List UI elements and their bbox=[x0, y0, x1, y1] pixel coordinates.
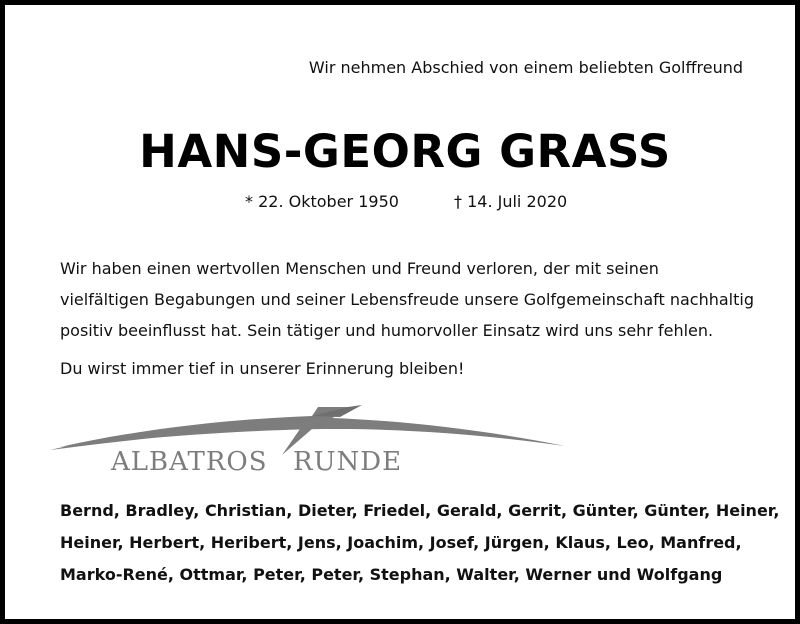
intro-line: Wir nehmen Abschied von einem beliebten Golffreund bbox=[308, 58, 743, 77]
signatories-line: Marko-René, Ottmar, Peter, Peter, Stephan, Walter, Werner und Wolfgang bbox=[60, 565, 723, 584]
death-date: † 14. Juli 2020 bbox=[454, 192, 568, 211]
tribute-paragraph bbox=[60, 253, 760, 346]
paragraph-line: Wir haben einen wertvollen Menschen und Freund verloren, der mit seinen bbox=[60, 259, 659, 278]
birth-date: * 22. Oktober 1950 bbox=[245, 192, 399, 211]
logo-word-albatros: ALBATROS bbox=[111, 447, 268, 477]
signatories-list bbox=[60, 495, 780, 591]
deceased-name: HANS-GEORG GRASS bbox=[139, 125, 671, 178]
farewell-line: Du wirst immer tief in unserer Erinnerung bleiben! bbox=[60, 359, 465, 378]
paragraph-line: positiv beeinflusst hat. Sein tätiger und humorvoller Einsatz wird uns sehr fehlen. bbox=[60, 321, 714, 340]
signatories-line: Heiner, Herbert, Heribert, Jens, Joachim, Josef, Jürgen, Klaus, Leo, Manfred, bbox=[60, 533, 742, 552]
signatories-line: Bernd, Bradley, Christian, Dieter, Friedel, Gerald, Gerrit, Günter, Günter, Heiner, bbox=[60, 501, 780, 520]
logo-word-runde: RUNDE bbox=[293, 447, 403, 477]
albatros-runde-logo bbox=[50, 403, 570, 483]
paragraph-line: vielfältigen Begabungen und seiner Lebensfreude unsere Golfgemeinschaft nachhaltig bbox=[60, 290, 754, 309]
